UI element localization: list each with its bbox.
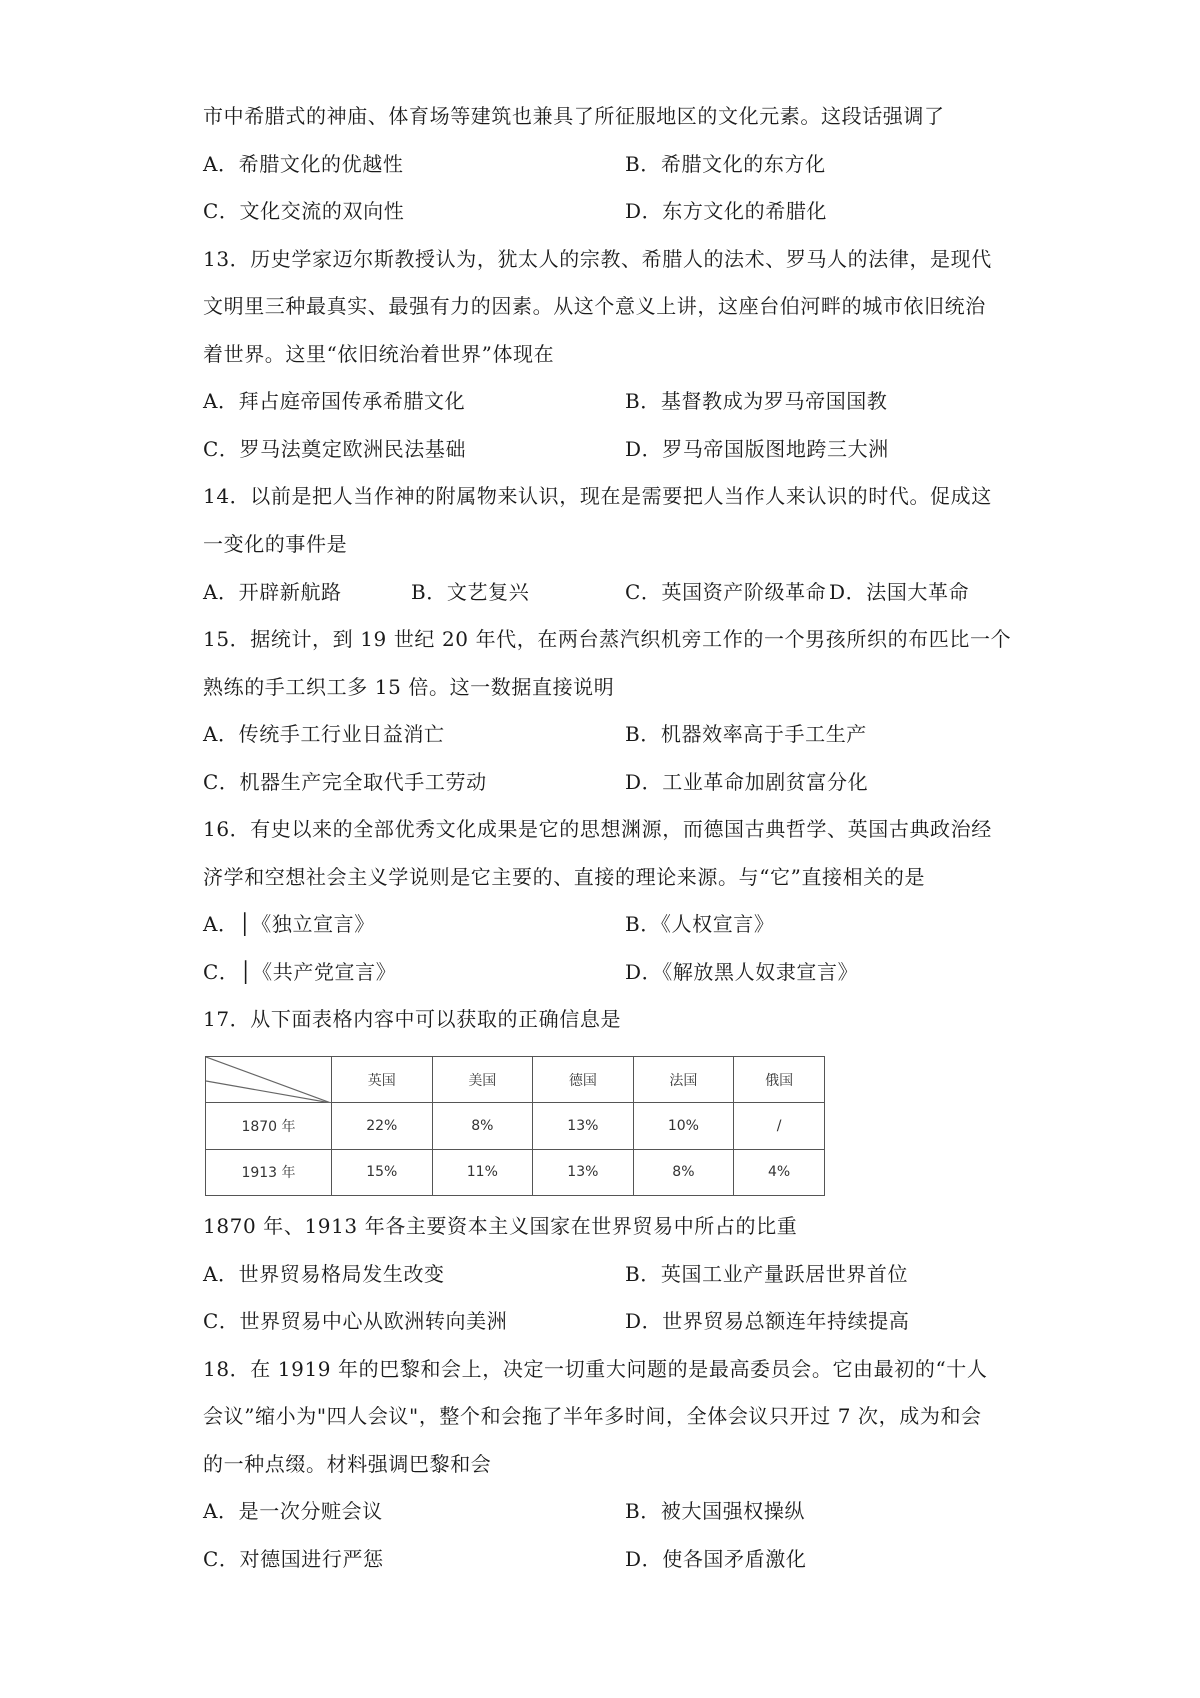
table-caption: 1870 年、1913 年各主要资本主义国家在世界贸易中所占的比重	[203, 1214, 798, 1238]
q12-option-b: B．希腊文化的东方化	[625, 152, 826, 176]
q13-option-d: D．罗马帝国版图地跨三大洲	[625, 437, 889, 461]
q14-stem-line-1: 14．以前是把人当作神的附属物来认识，现在是需要把人当作人来认识的时代。促成这	[203, 484, 992, 508]
q16-stem-line-1: 16．有史以来的全部优秀文化成果是它的思想渊源，而德国古典哲学、英国古典政治经	[203, 817, 992, 841]
q12-option-c: C．文化交流的双向性	[203, 199, 405, 223]
q15-option-b: B．机器效率高于手工生产	[625, 722, 867, 746]
q16-option-a: A．│《独立宣言》	[203, 912, 375, 936]
q18-stem-line-2: 会议”缩小为"四人会议"，整个和会拖了半年多时间，全体会议只开过 7 次，成为和会	[203, 1404, 982, 1428]
q15-option-a: A．传统手工行业日益消亡	[203, 722, 445, 746]
q14-option-d: D．法国大革命	[829, 580, 970, 604]
q16-option-c: C．│《共产党宣言》	[203, 960, 397, 984]
q15-stem-line-2: 熟练的手工织工多 15 倍。这一数据直接说明	[203, 675, 615, 699]
q14-option-a: A．开辟新航路	[203, 580, 342, 604]
q14-stem-line-2: 一变化的事件是	[203, 532, 348, 556]
q18-option-a: A．是一次分赃会议	[203, 1499, 383, 1523]
q18-option-c: C．对德国进行严惩	[203, 1547, 384, 1571]
q13-option-c: C．罗马法奠定欧洲民法基础	[203, 437, 467, 461]
table-cell: 8%	[633, 1149, 734, 1195]
q14-option-b: B．文艺复兴	[411, 580, 530, 604]
table-header-cell: 德国	[533, 1057, 634, 1103]
table-cell: 13%	[533, 1103, 634, 1149]
q14-option-c: C．英国资产阶级革命	[625, 580, 827, 604]
table-cell: 15%	[332, 1149, 433, 1195]
table-cell: /	[734, 1103, 825, 1149]
q16-stem-line-2: 济学和空想社会主义学说则是它主要的、直接的理论来源。与“它”直接相关的是	[203, 865, 926, 889]
q17-option-c: C．世界贸易中心从欧洲转向美洲	[203, 1309, 508, 1333]
table-header-cell: 法国	[633, 1057, 734, 1103]
q13-stem-line-2: 文明里三种最真实、最强有力的因素。从这个意义上讲，这座台伯河畔的城市依旧统治	[203, 294, 986, 318]
q13-option-a: A．拜占庭帝国传承希腊文化	[203, 389, 466, 413]
q13-stem-line-3: 着世界。这里“依旧统治着世界”体现在	[203, 342, 555, 366]
q15-option-c: C．机器生产完全取代手工劳动	[203, 770, 487, 794]
table-corner-cell	[206, 1057, 332, 1103]
q15-stem-line-1: 15．据统计，到 19 世纪 20 年代，在两台蒸汽织机旁工作的一个男孩所织的布匹比一个	[203, 627, 1012, 651]
q16-option-d: D．《解放黑人奴隶宣言》	[625, 960, 859, 984]
q16-option-b: B．《人权宣言》	[625, 912, 775, 936]
q12-option-a: A．希腊文化的优越性	[203, 152, 404, 176]
q13-stem-line-1: 13．历史学家迈尔斯教授认为，犹太人的宗教、希腊人的法术、罗马人的法律，是现代	[203, 247, 992, 271]
q17-option-d: D．世界贸易总额连年持续提高	[625, 1309, 910, 1333]
table-cell: 10%	[633, 1103, 734, 1149]
table-cell: 11%	[432, 1149, 533, 1195]
table-header-cell: 英国	[332, 1057, 433, 1103]
table-header-cell: 美国	[432, 1057, 533, 1103]
table-cell: 22%	[332, 1103, 433, 1149]
q18-stem-line-3: 的一种点缀。材料强调巴黎和会	[203, 1452, 492, 1476]
q18-stem-line-1: 18．在 1919 年的巴黎和会上，决定一切重大问题的是最高委员会。它由最初的“十人	[203, 1357, 988, 1381]
question-12-stem-tail: 市中希腊式的神庙、体育场等建筑也兼具了所征服地区的文化元素。这段话强调了	[203, 104, 945, 128]
q18-option-d: D．使各国矛盾激化	[625, 1547, 807, 1571]
table-cell: 13%	[533, 1149, 634, 1195]
q17-option-a: A．世界贸易格局发生改变	[203, 1262, 445, 1286]
diagonal-lines	[206, 1057, 331, 1103]
table-row-label: 1913 年	[206, 1149, 332, 1195]
table-header-cell: 俄国	[734, 1057, 825, 1103]
table-header-row	[206, 1057, 825, 1103]
q17-stem-line-1: 17．从下面表格内容中可以获取的正确信息是	[203, 1007, 622, 1031]
table-cell: 4%	[734, 1149, 825, 1195]
q13-option-b: B．基督教成为罗马帝国国教	[625, 389, 888, 413]
table-row	[206, 1103, 825, 1149]
table-cell: 8%	[432, 1103, 533, 1149]
trade-share-table	[205, 1056, 825, 1196]
q17-option-b: B．英国工业产量跃居世界首位	[625, 1262, 909, 1286]
table-row	[206, 1149, 825, 1195]
q12-option-d: D．东方文化的希腊化	[625, 199, 828, 223]
q18-option-b: B．被大国强权操纵	[625, 1499, 806, 1523]
q15-option-d: D．工业革命加剧贫富分化	[625, 770, 869, 794]
table-row-label: 1870 年	[206, 1103, 332, 1149]
